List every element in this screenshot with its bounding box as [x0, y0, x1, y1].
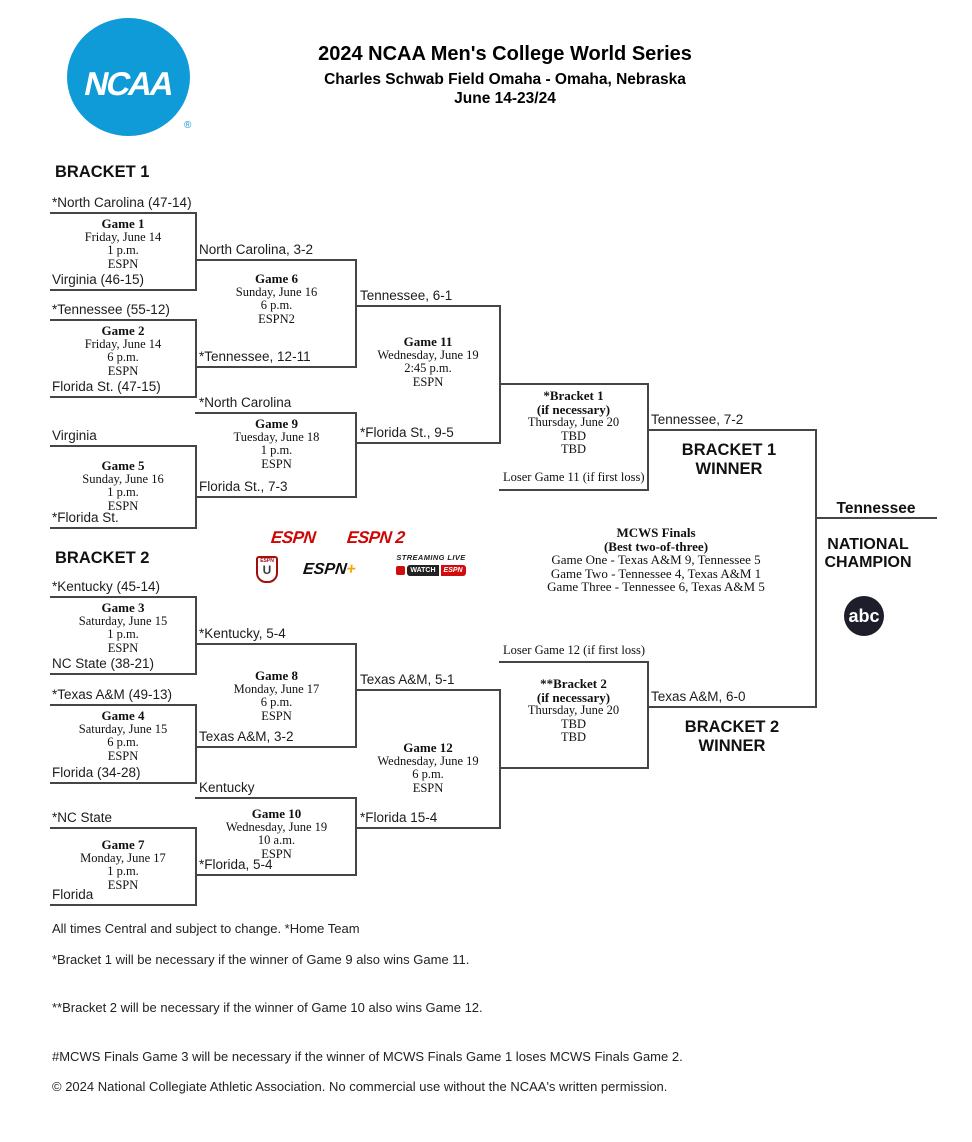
- b1-game1-info: [53, 217, 193, 271]
- finals-game-one: Game One - Texas A&M 9, Tennessee 5: [551, 552, 761, 567]
- bracket-line-h: [50, 782, 196, 784]
- b1-game5-info: [53, 459, 193, 513]
- bracket-line-h: [50, 445, 196, 447]
- bracket-line-h: [195, 496, 357, 498]
- b1-g2-bottom-team: Florida St. (47-15): [52, 379, 161, 394]
- game-tv: ESPN: [107, 877, 139, 892]
- watchespn-icon: [396, 566, 405, 575]
- bracket-line-h: [499, 383, 649, 385]
- event-dates: June 14-23/24: [454, 90, 556, 107]
- espnu-logo: ESPN U: [256, 556, 278, 583]
- b1-g5-bottom-team: *Florida St.: [52, 510, 119, 525]
- game-title: Game 8: [255, 668, 298, 683]
- game-date: Tuesday, June 18: [233, 429, 320, 444]
- bracket-line-h: [50, 212, 196, 214]
- bracket-line-h: [195, 746, 357, 748]
- b1-g11-winner: Tennessee, 7-2: [651, 412, 744, 427]
- game-tv: ESPN2: [258, 311, 295, 326]
- bracket-line-h: [647, 429, 817, 431]
- note-bracket1: *Bracket 1 will be necessary if the winner of Game 9 also wins Game 11.: [52, 952, 470, 967]
- game-date: Saturday, June 15: [78, 613, 168, 628]
- bracket-line-h: [50, 396, 196, 398]
- game-title: Game 1: [101, 216, 145, 231]
- game-tv: ESPN: [261, 708, 292, 723]
- game-date: Thursday, June 20: [527, 703, 620, 717]
- b2-game10-info: [199, 807, 354, 861]
- b2-g8-winner: Texas A&M, 5-1: [360, 672, 455, 687]
- bracket-line-h: [195, 797, 357, 799]
- finals-game-two: Game Two - Tennessee 4, Texas A&M 1: [550, 565, 762, 581]
- mcws-finals-summary: [520, 526, 792, 594]
- if-necessary-subtitle: (if necessary): [536, 401, 611, 417]
- b2-game4-info: [53, 709, 193, 763]
- espn-plus-logo: ESPN+: [302, 561, 357, 578]
- game-date: Monday, June 17: [233, 681, 320, 696]
- b1-game2-info: [53, 324, 193, 378]
- game-tv: ESPN: [107, 498, 139, 513]
- bracket-line-h: [355, 305, 501, 307]
- bracket-line-h: [355, 442, 501, 444]
- b1-g5-top-team: Virginia: [52, 428, 97, 443]
- bracket-line-h: [647, 706, 817, 708]
- b2-g4-bottom-team: Florida (34-28): [52, 765, 141, 780]
- bracket-line-h: [50, 904, 196, 906]
- national-champion-label: NATIONAL CHAMPION: [824, 536, 912, 571]
- bracket-line-h: [50, 289, 196, 291]
- game-date: Sunday, June 16: [82, 471, 164, 486]
- ncaa-logo: [67, 18, 190, 136]
- game-date: Saturday, June 15: [78, 721, 168, 736]
- game-title: Game 11: [403, 334, 453, 349]
- game-date: Sunday, June 16: [235, 284, 318, 299]
- bracket-line-h: [195, 412, 357, 414]
- b2-game8-info: [199, 669, 354, 723]
- game-tv: ESPN: [107, 256, 139, 271]
- finals-game-three: Game Three - Tennessee 6, Texas A&M 5: [547, 579, 765, 594]
- game-title: Game 9: [255, 416, 298, 431]
- b2-g4-top-team: *Texas A&M (49-13): [52, 687, 173, 702]
- finals-title: MCWS Finals: [616, 525, 696, 540]
- game-tv: ESPN: [261, 846, 292, 861]
- game-title: Game 5: [101, 458, 145, 473]
- header: [231, 42, 779, 108]
- game-time: 6 p.m.: [260, 298, 293, 312]
- watch-espn-logo: STREAMING LIVE WATCH ESPN: [386, 553, 476, 580]
- abc-logo: abc: [844, 596, 884, 636]
- b1-g2-winner: *Tennessee, 12-11: [199, 349, 311, 364]
- bracket-line-v: [647, 661, 649, 769]
- b1-game6-info: [199, 272, 354, 326]
- b2-g10-top-team: Kentucky: [199, 780, 255, 795]
- game-tv: ESPN: [107, 748, 139, 763]
- bracket-line-v: [647, 383, 649, 491]
- bracket2-winner-label: BRACKET 2 WINNER: [684, 718, 780, 755]
- bracket-line-v: [195, 212, 197, 291]
- page-title: 2024 NCAA Men's College World Series: [318, 43, 692, 65]
- game-date: Wednesday, June 19: [377, 753, 479, 768]
- game-tv: ESPN: [107, 363, 139, 378]
- bracket-line-h: [499, 489, 649, 491]
- game-time: TBD: [561, 716, 586, 731]
- game-date: Friday, June 14: [84, 336, 162, 351]
- game-title: Game 6: [255, 271, 298, 286]
- game-time: 1 p.m.: [107, 243, 139, 257]
- bracket-line-v: [195, 596, 197, 675]
- bracket-line-h: [355, 689, 501, 691]
- game-time: TBD: [561, 428, 586, 443]
- game-time: 10 a.m.: [257, 833, 296, 847]
- b1-g6-winner: Tennessee, 6-1: [360, 288, 453, 303]
- bracket-line-h: [499, 661, 649, 663]
- bracket-line-v: [355, 412, 357, 498]
- game-tv: ESPN: [412, 780, 444, 795]
- bracket-line-h: [195, 259, 357, 261]
- bracket-line-v: [195, 319, 197, 398]
- game-title: Game 12: [403, 740, 453, 755]
- bracket-line-v: [195, 827, 197, 906]
- if-necessary-title: **Bracket 2: [540, 676, 607, 691]
- espn2-logo: ESPN 2: [346, 528, 406, 547]
- bracket-line-h: [355, 827, 501, 829]
- b1-g9-top-team: *North Carolina: [199, 395, 292, 410]
- national-champion-team: Tennessee: [836, 500, 916, 517]
- b1-g2-top-team: *Tennessee (55-12): [52, 302, 170, 317]
- bracket-line-v: [355, 643, 357, 748]
- b2-g3-bottom-team: NC State (38-21): [52, 656, 155, 671]
- game-tv: ESPN: [107, 640, 139, 655]
- game-time: 1 p.m.: [107, 485, 139, 499]
- bracket-line-h: [195, 874, 357, 876]
- b2-g7-bottom-team: Florida: [52, 887, 94, 902]
- game-date: Wednesday, June 19: [225, 819, 328, 834]
- game-title: Game 3: [101, 600, 145, 615]
- b1-if-necessary-info: [501, 389, 646, 457]
- game-date: Monday, June 17: [80, 850, 166, 865]
- b2-g12-winner: Texas A&M, 6-0: [651, 689, 746, 704]
- b2-loser-note: Loser Game 12 (if first loss): [503, 643, 645, 657]
- registered-mark: ®: [184, 120, 192, 131]
- game-time: 1 p.m.: [260, 443, 293, 457]
- b2-game3-info: [53, 601, 193, 655]
- game-title: Game 4: [101, 708, 145, 723]
- game-tv: TBD: [561, 730, 586, 744]
- game-time: 6 p.m.: [107, 350, 139, 364]
- b2-game12-info: [359, 741, 497, 795]
- note-copyright: © 2024 National Collegiate Athletic Association. No commercial use without the NCAA's written permission.: [52, 1079, 668, 1094]
- game-time: 6 p.m.: [412, 767, 444, 781]
- game-date: Thursday, June 20: [527, 415, 620, 429]
- espn-logo: ESPN: [270, 528, 317, 547]
- b1-g1-bottom-team: Virginia (46-15): [52, 272, 145, 287]
- note-bracket2: **Bracket 2 will be necessary if the winner of Game 10 also wins Game 12.: [52, 1000, 483, 1015]
- game-title: Game 7: [101, 837, 145, 852]
- bracket-line-h: [499, 767, 649, 769]
- b2-g3-winner: *Kentucky, 5-4: [199, 626, 286, 641]
- b1-game9-info: [199, 417, 354, 471]
- note-times: All times Central and subject to change. *Home Team: [52, 921, 360, 936]
- bracket-line-v: [355, 797, 357, 876]
- bracket2-heading: BRACKET 2: [55, 549, 150, 567]
- if-necessary-subtitle: (if necessary): [536, 689, 611, 705]
- game-date: Wednesday, June 19: [377, 347, 479, 362]
- ncaa-logo-text: NCAA: [81, 65, 177, 102]
- b1-g5-winner: Florida St., 7-3: [199, 479, 288, 494]
- b2-g10-winner: *Florida 15-4: [360, 810, 438, 825]
- b1-g1-top-team: *North Carolina (47-14): [52, 195, 192, 210]
- game-tv: TBD: [561, 442, 586, 456]
- b2-game7-info: [53, 838, 193, 892]
- game-title: Game 10: [251, 806, 302, 821]
- if-necessary-title: *Bracket 1: [543, 388, 604, 403]
- venue-subtitle: Charles Schwab Field Omaha - Omaha, Nebraska: [324, 71, 686, 88]
- game-tv: ESPN: [412, 374, 444, 389]
- b1-loser-note: Loser Game 11 (if first loss): [503, 470, 645, 484]
- b2-g7-winner: *Florida, 5-4: [199, 857, 273, 872]
- bracket1-heading: BRACKET 1: [55, 163, 150, 181]
- streaming-live-label: STREAMING LIVE: [396, 553, 466, 562]
- bracket-line-v: [195, 704, 197, 784]
- game-time: 6 p.m.: [107, 735, 139, 749]
- b1-game11-info: [359, 335, 497, 389]
- note-mcws: #MCWS Finals Game 3 will be necessary if the winner of MCWS Finals Game 1 loses MCWS Finals Game 2.: [52, 1049, 683, 1064]
- b2-g7-top-team: *NC State: [52, 810, 113, 825]
- bracket-line-h: [50, 319, 196, 321]
- finals-format: (Best two-of-three): [603, 538, 709, 554]
- bracket-line-h: [50, 527, 196, 529]
- b2-g3-top-team: *Kentucky (45-14): [52, 579, 161, 594]
- game-date: Friday, June 14: [84, 229, 162, 244]
- game-time: 2:45 p.m.: [404, 361, 452, 375]
- b2-g4-winner: Texas A&M, 3-2: [199, 729, 294, 744]
- game-time: 6 p.m.: [260, 695, 293, 709]
- b1-g1-winner: North Carolina, 3-2: [199, 242, 314, 257]
- game-time: 1 p.m.: [107, 864, 139, 878]
- bracket-line-h: [50, 704, 196, 706]
- game-title: Game 2: [101, 323, 145, 338]
- b2-if-necessary-info: [501, 677, 646, 745]
- bracket1-winner-label: BRACKET 1 WINNER: [681, 441, 777, 478]
- game-time: 1 p.m.: [107, 627, 139, 641]
- game-tv: ESPN: [261, 456, 292, 471]
- b1-g9-winner: *Florida St., 9-5: [360, 425, 454, 440]
- bracket-line-v: [355, 259, 357, 368]
- bracket-line-h: [195, 366, 357, 368]
- bracket-line-h: [195, 643, 357, 645]
- bracket-line-h: [50, 673, 196, 675]
- bracket-line-h: [50, 827, 196, 829]
- bracket-line-v: [195, 445, 197, 529]
- bracket-line-h: [50, 596, 196, 598]
